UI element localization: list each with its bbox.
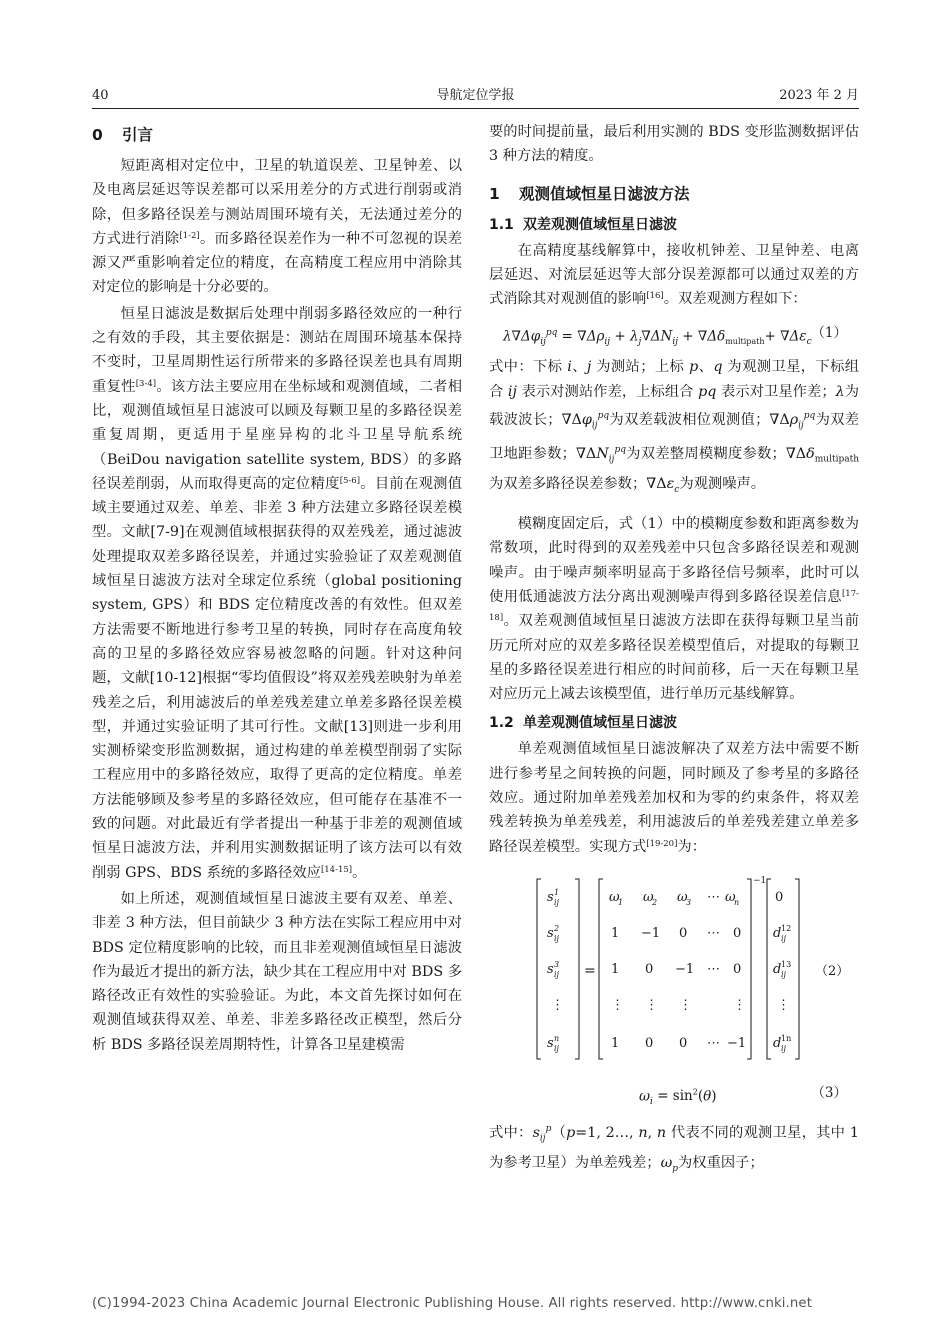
svg-text:⋮: ⋮ xyxy=(645,997,658,1013)
svg-text:⋯: ⋯ xyxy=(707,889,720,905)
paragraph-text: 在高精度基线解算中，接收机钟差、卫星钟差、电离层延迟、对流层延迟等大部分误差源都可以通过双差的方式消除其对观测值的影响 xyxy=(489,242,859,308)
svg-text:⋯: ⋯ xyxy=(707,1035,720,1051)
section-number: 1 xyxy=(489,184,500,203)
svg-text:0: 0 xyxy=(645,961,654,977)
svg-text:n: n xyxy=(554,1033,560,1043)
svg-text:3: 3 xyxy=(686,897,692,907)
citation[interactable]: [19-20] xyxy=(646,838,678,849)
svg-text:0: 0 xyxy=(679,1035,688,1051)
paragraph-text: 单差观测值域恒星日滤波解决了双差方法中需要不断进行参考星之间转换的问题，同时顾及了参考星的多路径效应。通过附加单差残差加权和为零的约束条件，将双差残差转换为单差残差，利用滤波后的单差残差建立单差多路径误差模型。实现方式 xyxy=(489,741,859,855)
svg-text:ij: ij xyxy=(781,969,787,979)
svg-text:s: s xyxy=(547,961,554,977)
svg-text:1: 1 xyxy=(611,1035,620,1051)
svg-text:12: 12 xyxy=(781,923,792,933)
section-0-heading xyxy=(92,122,462,148)
svg-text:d: d xyxy=(773,925,782,941)
paragraph-1-1-b xyxy=(489,512,859,706)
svg-text:−1: −1 xyxy=(675,961,695,977)
paragraph-text: 如上所述，观测值域恒星日滤波主要有双差、单差、非差 3 种方法，但目前缺少 3 种方法在实际工程应用中对 BDS 定位精度影响的比较，而且非差观测值域恒星日滤波作为最近才提出的新方法，缺少其在工程应用中对 BDS 多路径改正有效性的实验验证。为此，本文首先探讨如何在观测值域获得双差、单差、非差多路径改正模型，然后分析 BDS 多路径误差周期特性，计算各卫星建模需 xyxy=(92,890,462,1053)
svg-text:13: 13 xyxy=(781,959,792,969)
paragraph-text: 。该方法主要应用在坐标域和观测值域，二者相比，观测值域恒星日滤波可以顾及每颗卫星的多路径误差重复周期，更适用于星座异构的北斗卫星导航系统（BeiDou navigation satellite system, BDS）的多路径误差削弱，从而取得更高的定位精度 xyxy=(92,378,463,492)
page-number: 40 xyxy=(92,88,109,103)
citation[interactable]: [1-2] xyxy=(179,230,200,241)
citation[interactable]: [17-18] xyxy=(489,588,859,624)
paragraph-1-2 xyxy=(489,737,859,858)
paragraph-text: 短距离相对定位中，卫星的轨道误差、卫星钟差、以及电离层延迟等误差都可以采用差分的方式进行削弱或消除，但多路径误差与测站周围环境有关，无法通过差分的方式进行消除 xyxy=(92,158,462,247)
svg-text:ij: ij xyxy=(554,933,560,943)
svg-text:3: 3 xyxy=(554,959,560,969)
svg-text:0: 0 xyxy=(679,925,688,941)
section-1-heading xyxy=(489,181,859,207)
svg-text:⋯: ⋯ xyxy=(707,961,720,977)
svg-text:ij: ij xyxy=(554,1043,560,1053)
equation-3 xyxy=(489,1073,859,1113)
equation-number: （3） xyxy=(811,1084,847,1101)
section-number: 0 xyxy=(92,126,103,144)
subsection-1-2-heading xyxy=(489,711,859,735)
paragraph-text: 恒星日滤波是数据后处理中削弱多路径效应的一种行之有效的手段，其主要依据是：测站在周围环境基本保持不变时，卫星周期性运行所带来的多路径误差也具有周期重复性 xyxy=(92,305,462,395)
svg-text:0: 0 xyxy=(775,889,784,905)
equation-1-body: $\lambda\nabla\Delta\varphi_{ij}^{pq} = \nabla\Delta\rho_{ij} + \lambda_j\nabla\Delta N_{ij} + \nabla\Delta\delta_{multipath}+ \nabla\Delta\varepsilon_c$ xyxy=(503,328,812,348)
equation-1-explanation: 式中：下标 i、j 为测站；上标 p、q 为观测卫星，下标组合 ij 表示对测站作差，上标组合 pq 表示对卫星作差；λ为载波波长；$\nabla\Delta\varphi_{ij}^{pq}$为双差载波相位观测值；$\nabla\Delta\rho_{ij}^{pq}$为双差卫地距参数；$\nabla\Delta N_{ij}^{pq}$为双差整周模糊度参数；$\nabla\Delta\delta_{multipath}$ 为双差多路径误差参数；$\nabla\Delta\varepsilon_c$为观测噪声。 xyxy=(489,359,860,495)
left-column xyxy=(92,120,462,1057)
paragraph-text: 。目前在观测值域主要通过双差、单差、非差 3 种方法建立多路径误差模型。文献[7-9]在观测值域根据获得的双差残差，通过滤波处理提取双差多路径误差，并通过实验验证了双差观测值域恒星日滤波方法对全球定位系统（global positioning system, GPS）和 BDS 定位精度改善的有效性。但双差方法需要不断地进行参考卫星的转换，同时存在高度角较高的卫星的多路径效应容易被忽略的问题。针对这种问题，文献[10-12]根据“零均值假设”将双差残差映射为单差残差之后，利用滤波后的单差残差建立单差多路径误差模型，并通过实验证明了其可行性。文献[13]则进一步利用实测桥梁变形监测数据，通过构建的单差模型削弱了实际工程应用中的多路径效应，取得了更高的定位精度。单差方法能够顾及参考星的多路径效应，但可能存在基准不一致的问题。对此最近有学者提出一种基于非差的观测值域恒星日滤波方法，并利用实测数据证明了该方法可以有效削弱 GPS、BDS 系统的多路径效应 xyxy=(92,475,463,881)
svg-text:⋮: ⋮ xyxy=(551,997,564,1013)
svg-text:−1: −1 xyxy=(727,1035,747,1051)
svg-text:0: 0 xyxy=(645,1035,654,1051)
svg-text:0: 0 xyxy=(733,925,742,941)
paragraph-text: 。双差观测值域恒星日滤波方法即在获得每颗卫星当前历元所对应的双差多路径误差模型值后，对提取的每颗卫星的多路径误差进行相应的时间前移，后一天在每颗卫星对应历元上减去该模型值，进行单历元基线解算。 xyxy=(489,613,859,703)
citation[interactable]: [5-6] xyxy=(339,475,361,486)
svg-text:s: s xyxy=(547,1035,554,1051)
citation[interactable]: [16] xyxy=(646,291,664,302)
equation-2-explanation: 式中：$s_{ij}^p(p=1$, 2…, n, n 代表不同的观测卫星，其中 1 为参考卫星）为单差残差；$\omega_p$为权重因子； xyxy=(489,1123,860,1174)
paragraph-1-1 xyxy=(489,239,859,312)
equation-2 xyxy=(489,869,859,1069)
svg-text:−1: −1 xyxy=(641,925,661,941)
subsection-title: 双差观测值域恒星日滤波 xyxy=(523,216,677,233)
intro-paragraph-1 xyxy=(92,154,462,300)
journal-title: 导航定位学报 xyxy=(436,88,515,103)
svg-text:ω: ω xyxy=(725,889,736,905)
paragraph-text: 。而多路径误差作为一种不可忽视的误差源又严重影响着定位的精度，在高精度工程应用中消除其对定位的影响是十分必要的。 xyxy=(92,230,463,296)
svg-text:2: 2 xyxy=(554,923,560,933)
right-column xyxy=(489,120,859,1181)
svg-text:1: 1 xyxy=(554,887,560,897)
subsection-number: 1.1 xyxy=(489,216,514,233)
svg-text:−1: −1 xyxy=(753,875,767,886)
svg-text:1: 1 xyxy=(611,925,620,941)
svg-text:ij: ij xyxy=(554,897,560,907)
citation[interactable]: [14-15] xyxy=(320,864,353,875)
svg-text:ij: ij xyxy=(781,933,787,943)
equation-3-body: $\omega_i = \sin^2(\theta)$ xyxy=(639,1087,717,1108)
svg-text:1n: 1n xyxy=(781,1033,792,1043)
subsection-number: 1.2 xyxy=(489,715,514,732)
svg-text:1: 1 xyxy=(618,897,624,907)
svg-text:ij: ij xyxy=(781,1043,787,1053)
paragraph-text: 模糊度固定后，式（1）中的模糊度参数和距离参数为常数项，此时得到的双差残差中只包含多路径误差和观测噪声。由于噪声频率明显高于多路径信号频率，此时可以使用低通滤波方法分离出观测噪声得到多路径误差信息 xyxy=(489,516,859,605)
svg-text:n: n xyxy=(734,897,740,907)
svg-text:⋮: ⋮ xyxy=(733,997,746,1013)
svg-text:s: s xyxy=(547,925,554,941)
svg-text:2: 2 xyxy=(652,897,658,907)
continued-paragraph: 要的时间提前量，最后利用实测的 BDS 变形监测数据评估 3 种方法的精度。 xyxy=(489,124,859,165)
svg-text:s: s xyxy=(547,889,554,905)
intro-paragraph-3 xyxy=(92,887,462,1057)
svg-text:0: 0 xyxy=(733,961,742,977)
paragraph-text: 为： xyxy=(677,838,706,855)
svg-text:⋯: ⋯ xyxy=(707,925,720,941)
svg-text:⋮: ⋮ xyxy=(611,997,624,1013)
svg-text:⋮: ⋮ xyxy=(679,997,692,1013)
svg-text:1: 1 xyxy=(611,961,620,977)
citation[interactable]: [3-4] xyxy=(135,378,157,389)
svg-text:ω: ω xyxy=(643,889,654,905)
equation-number: （1） xyxy=(811,325,847,342)
equation-2-matrix xyxy=(489,869,859,1069)
header-rule xyxy=(92,108,859,109)
issue-date: 2023 年 2 月 xyxy=(779,88,859,103)
svg-text:=: = xyxy=(584,962,596,979)
svg-text:ω: ω xyxy=(609,889,620,905)
paragraph-text: 。 xyxy=(352,864,367,881)
equation-number: （2） xyxy=(815,963,850,979)
svg-text:⋮: ⋮ xyxy=(777,997,790,1013)
intro-paragraph-2 xyxy=(92,302,462,885)
page-header xyxy=(92,86,859,106)
svg-text:ω: ω xyxy=(677,889,688,905)
equation-1 xyxy=(489,311,859,355)
svg-text:d: d xyxy=(773,1035,782,1051)
subsection-title: 单差观测值域恒星日滤波 xyxy=(523,715,677,732)
subsection-1-1-heading xyxy=(489,213,859,237)
section-title: 观测值域恒星日滤波方法 xyxy=(519,184,690,203)
svg-text:ij: ij xyxy=(554,969,560,979)
paragraph-text: 。双差观测方程如下： xyxy=(663,291,807,308)
svg-text:d: d xyxy=(773,961,782,977)
copyright-footer: (C)1994-2023 China Academic Journal Electronic Publishing House. All rights reserved. http://www.cnki.net xyxy=(92,1296,813,1311)
section-title: 引言 xyxy=(122,126,154,144)
